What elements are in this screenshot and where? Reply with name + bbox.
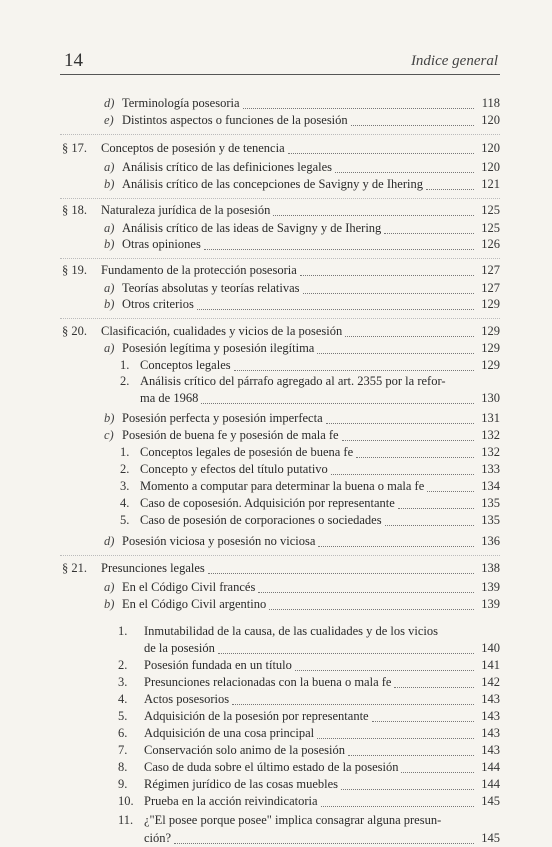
dot-leader (398, 507, 474, 509)
toc-entry (0, 176, 552, 193)
entry-label: 1. (118, 624, 128, 638)
dot-leader (273, 214, 474, 216)
section-divider (60, 318, 500, 319)
entry-title: Distintos aspectos o funciones de la posesión (122, 113, 348, 127)
entry-label: b) (104, 411, 115, 425)
toc-entry (0, 390, 552, 407)
section-divider (60, 555, 500, 556)
dot-leader (385, 524, 474, 526)
dot-leader (295, 669, 474, 671)
toc-entry (0, 793, 552, 810)
entry-title: ción? (144, 831, 172, 845)
entry-label: c) (104, 428, 114, 442)
entry-title: Análisis crítico de las ideas de Savigny y de Ihering (122, 221, 382, 235)
toc-entry (0, 410, 552, 427)
toc-entry (0, 708, 552, 725)
entry-title: Posesión fundada en un título (144, 658, 292, 672)
entry-label: a) (104, 160, 115, 174)
entry-title: Prueba en la acción reivindicatoria (144, 794, 318, 808)
page-ref: 143 (481, 692, 500, 706)
dot-leader (401, 771, 474, 773)
page-ref: 127 (481, 263, 500, 277)
entry-label: a) (104, 580, 115, 594)
page-ref: 120 (481, 160, 500, 174)
toc-entry (0, 427, 552, 444)
dot-leader (384, 232, 474, 234)
running-head: Indice general (410, 53, 498, 69)
toc-entry (0, 357, 552, 374)
entry-title: Régimen jurídico de las cosas muebles (144, 777, 339, 791)
dot-leader (232, 703, 474, 705)
toc-section-entry (0, 202, 552, 219)
dot-leader (331, 473, 474, 475)
entry-label: 10. (118, 794, 134, 808)
entry-label: a) (104, 221, 115, 235)
toc-entry (0, 533, 552, 550)
entry-title: Posesión viciosa y posesión no viciosa (122, 534, 316, 548)
toc-section-entry (0, 560, 552, 577)
page-ref: 138 (481, 561, 500, 575)
entry-title: Otras opiniones (122, 237, 201, 251)
entry-label: 5. (118, 709, 128, 723)
page-ref: 139 (481, 580, 500, 594)
entry-title: Adquisición de una cosa principal (144, 726, 315, 740)
entry-label: 7. (118, 743, 128, 757)
toc-entry (0, 579, 552, 596)
entry-title: Fundamento de la protección posesoria (101, 263, 297, 277)
entry-label: 2. (120, 374, 130, 388)
entry-label: 3. (120, 479, 130, 493)
page-ref: 139 (481, 597, 500, 611)
dot-leader (356, 456, 474, 458)
toc-entry (0, 112, 552, 129)
dot-leader (345, 335, 474, 337)
section-divider (60, 134, 500, 135)
entry-title: Conceptos de posesión y de tenencia (101, 141, 285, 155)
page-ref: 125 (481, 221, 500, 235)
toc-entry (0, 159, 552, 176)
toc-entry (0, 776, 552, 793)
toc-entry (0, 674, 552, 691)
entry-title: Análisis crítico de las concepciones de Savigny y de Ihering (122, 177, 423, 191)
entry-title: Naturaleza jurídica de la posesión (101, 203, 271, 217)
toc-section-entry (0, 140, 552, 157)
page-ref: 144 (481, 777, 500, 791)
entry-label: 2. (118, 658, 128, 672)
page-ref: 141 (481, 658, 500, 672)
entry-label: d) (104, 96, 115, 110)
toc-entry (0, 759, 552, 776)
entry-label: 4. (120, 496, 130, 510)
page-ref: 133 (481, 462, 500, 476)
toc-section-entry (0, 262, 552, 279)
page-ref: 143 (481, 726, 500, 740)
page-ref: 130 (481, 391, 500, 405)
entry-label: 1. (120, 445, 130, 459)
entry-label: d) (104, 534, 115, 548)
entry-label: 1. (120, 358, 130, 372)
page-ref: 143 (481, 743, 500, 757)
entry-title: Análisis crítico del párrafo agregado al art. 2355 por la refor- (140, 374, 446, 388)
toc-entry (0, 373, 552, 390)
entry-label: 6. (118, 726, 128, 740)
dot-leader (243, 107, 475, 109)
entry-title: En el Código Civil argentino (122, 597, 267, 611)
entry-title: Caso de posesión de corporaciones o sociedades (140, 513, 382, 527)
entry-title: Inmutabilidad de la causa, de las cualidades y de los vicios (144, 624, 439, 638)
toc-entry (0, 280, 552, 297)
dot-leader (317, 737, 474, 739)
section-divider (60, 198, 500, 199)
entry-title: Presunciones relacionadas con la buena o mala fe (144, 675, 392, 689)
entry-label: b) (104, 237, 115, 251)
entry-title: Actos posesorios (144, 692, 230, 706)
page-ref: 125 (481, 203, 500, 217)
page-ref: 132 (481, 445, 500, 459)
entry-title: Posesión perfecta y posesión imperfecta (122, 411, 323, 425)
toc-entry (0, 812, 552, 829)
entry-label: 3. (118, 675, 128, 689)
toc-entry (0, 478, 552, 495)
toc-entry (0, 742, 552, 759)
entry-title: Clasificación, cualidades y vicios de la posesión (101, 324, 343, 338)
entry-label: b) (104, 177, 115, 191)
entry-label: a) (104, 281, 115, 295)
dot-leader (427, 490, 474, 492)
dot-leader (394, 686, 474, 688)
page-ref: 121 (481, 177, 500, 191)
dot-leader (372, 720, 474, 722)
page-ref: 136 (481, 534, 500, 548)
page-ref: 127 (481, 281, 500, 295)
page-ref: 126 (481, 237, 500, 251)
entry-title: de la posesión (144, 641, 215, 655)
page-ref: 129 (481, 297, 500, 311)
page-ref: 131 (481, 411, 500, 425)
entry-title: Caso de coposesión. Adquisición por representante (140, 496, 395, 510)
section-number: § 19. (62, 263, 87, 277)
dot-leader (218, 652, 474, 654)
page-ref: 143 (481, 709, 500, 723)
dot-leader (201, 402, 474, 404)
page-ref: 120 (481, 113, 500, 127)
entry-label: 2. (120, 462, 130, 476)
toc-entry (0, 340, 552, 357)
toc-entry (0, 236, 552, 253)
entry-title: Conceptos legales (140, 358, 231, 372)
dot-leader (197, 308, 474, 310)
section-number: § 18. (62, 203, 87, 217)
toc-entry (0, 495, 552, 512)
dot-leader (321, 805, 474, 807)
dot-leader (174, 842, 474, 844)
page-ref: 135 (481, 513, 500, 527)
page-ref: 134 (481, 479, 500, 493)
page-ref: 118 (481, 96, 500, 110)
toc-entry (0, 461, 552, 478)
entry-title: Caso de duda sobre el último estado de la posesión (144, 760, 399, 774)
entry-title: Conceptos legales de posesión de buena fe (140, 445, 354, 459)
entry-title: Otros criterios (122, 297, 194, 311)
dot-leader (208, 572, 474, 574)
page-ref: 144 (481, 760, 500, 774)
dot-leader (269, 608, 474, 610)
entry-label: 5. (120, 513, 130, 527)
page-ref: 129 (481, 341, 500, 355)
dot-leader (288, 152, 474, 154)
entry-label: 11. (118, 813, 134, 827)
page-header (60, 50, 500, 75)
toc-entry (0, 296, 552, 313)
entry-title: ¿"El posee porque posee" implica consagrar alguna presun- (144, 813, 442, 827)
dot-leader (341, 788, 474, 790)
entry-title: Terminología posesoria (122, 96, 240, 110)
toc-entry (0, 444, 552, 461)
dot-leader (348, 754, 474, 756)
entry-title: ma de 1968 (140, 391, 199, 405)
entry-title: Conservación solo animo de la posesión (144, 743, 346, 757)
entry-label: b) (104, 297, 115, 311)
dot-leader (326, 422, 474, 424)
page-ref: 129 (481, 324, 500, 338)
page-ref: 145 (481, 794, 500, 808)
page-number: 14 (64, 50, 83, 71)
entry-title: Posesión legítima y posesión ilegítima (122, 341, 315, 355)
dot-leader (300, 274, 474, 276)
dot-leader (426, 188, 474, 190)
entry-label: b) (104, 597, 115, 611)
entry-label: 8. (118, 760, 128, 774)
entry-label: 9. (118, 777, 128, 791)
dot-leader (342, 439, 474, 441)
toc-entry (0, 640, 552, 657)
entry-title: Análisis crítico de las definiciones legales (122, 160, 333, 174)
page-ref: 142 (481, 675, 500, 689)
entry-title: Momento a computar para determinar la buena o mala fe (140, 479, 425, 493)
entry-label: a) (104, 341, 115, 355)
dot-leader (258, 591, 474, 593)
section-number: § 20. (62, 324, 87, 338)
section-number: § 17. (62, 141, 87, 155)
entry-title: En el Código Civil francés (122, 580, 256, 594)
entry-label: e) (104, 113, 114, 127)
dot-leader (317, 352, 474, 354)
toc-entry (0, 830, 552, 847)
toc-entry (0, 657, 552, 674)
toc-entry (0, 95, 552, 112)
toc-entry (0, 220, 552, 237)
toc-entry (0, 691, 552, 708)
dot-leader (204, 248, 474, 250)
entry-title: Posesión de buena fe y posesión de mala fe (122, 428, 339, 442)
toc-entry (0, 596, 552, 613)
dot-leader (318, 545, 474, 547)
section-divider (60, 258, 500, 259)
toc-entry (0, 623, 552, 640)
dot-leader (303, 292, 474, 294)
entry-title: Adquisición de la posesión por representante (144, 709, 369, 723)
dot-leader (351, 124, 474, 126)
page-ref: 120 (481, 141, 500, 155)
page-ref: 140 (481, 641, 500, 655)
section-number: § 21. (62, 561, 87, 575)
entry-label: 4. (118, 692, 128, 706)
toc-entry (0, 512, 552, 529)
dot-leader (335, 171, 474, 173)
page-ref: 132 (481, 428, 500, 442)
entry-title: Teorías absolutas y teorías relativas (122, 281, 300, 295)
dot-leader (234, 369, 474, 371)
page-ref: 135 (481, 496, 500, 510)
entry-title: Concepto y efectos del título putativo (140, 462, 328, 476)
toc-section-entry (0, 323, 552, 340)
entry-title: Presunciones legales (101, 561, 205, 575)
toc-entry (0, 725, 552, 742)
page-ref: 145 (481, 831, 500, 845)
page-ref: 129 (481, 358, 500, 372)
